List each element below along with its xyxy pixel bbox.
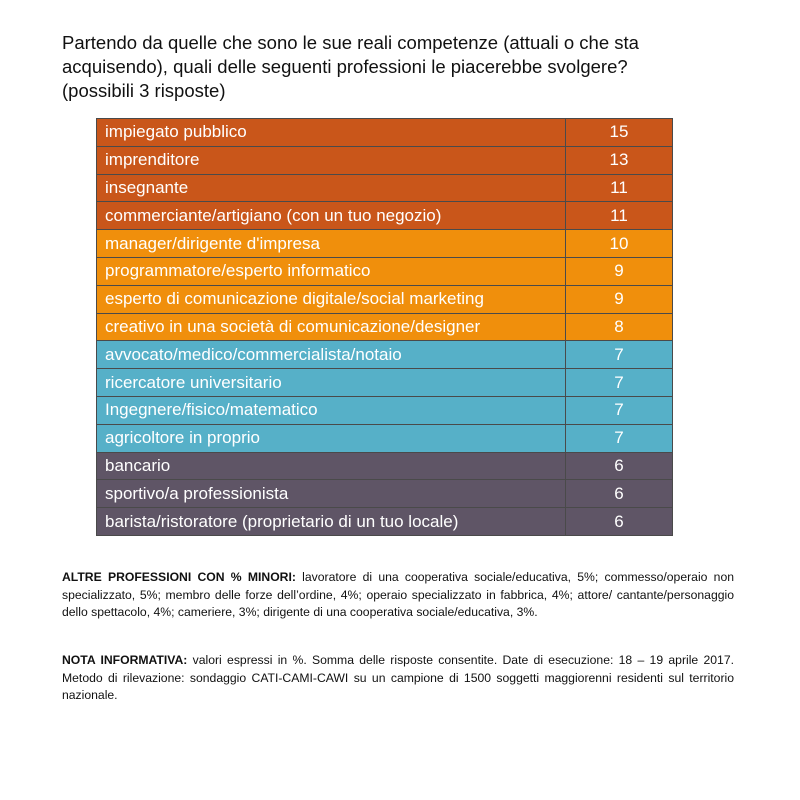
table-row xyxy=(97,452,673,480)
profession-label: barista/ristoratore (proprietario di un tuo locale) xyxy=(97,508,566,536)
table-row xyxy=(97,369,673,397)
professions-table xyxy=(96,118,673,536)
question-line-3: (possibili 3 risposte) xyxy=(62,80,226,101)
table-row xyxy=(97,508,673,536)
info-note xyxy=(62,652,734,705)
profession-percent: 7 xyxy=(566,424,673,452)
info-note-text: valori espressi in %. Somma delle risposte consentite. Date di esecuzione: 18 – 19 aprile 2017. Metodo di rilevazione: sondaggio CATI-CAMI-CAWI su un campione di 1500 soggetti maggiorenni residenti sul territorio nazionale. xyxy=(62,653,734,702)
profession-percent: 11 xyxy=(566,202,673,230)
profession-label: avvocato/medico/commercialista/notaio xyxy=(97,341,566,369)
profession-percent: 9 xyxy=(566,285,673,313)
profession-label: creativo in una società di comunicazione/designer xyxy=(97,313,566,341)
table-row xyxy=(97,119,673,147)
profession-label: bancario xyxy=(97,452,566,480)
profession-percent: 11 xyxy=(566,174,673,202)
profession-percent: 6 xyxy=(566,508,673,536)
table-row xyxy=(97,480,673,508)
profession-label: insegnante xyxy=(97,174,566,202)
profession-percent: 10 xyxy=(566,230,673,258)
table-row xyxy=(97,202,673,230)
table-row xyxy=(97,424,673,452)
info-note-heading: NOTA INFORMATIVA: xyxy=(62,653,188,667)
table-row xyxy=(97,313,673,341)
table-row xyxy=(97,341,673,369)
profession-label: programmatore/esperto informatico xyxy=(97,257,566,285)
table-row xyxy=(97,146,673,174)
profession-percent: 7 xyxy=(566,341,673,369)
profession-label: imprenditore xyxy=(97,146,566,174)
question-line-1: Partendo da quelle che sono le sue reali competenze (attuali o che sta xyxy=(62,32,639,53)
profession-percent: 9 xyxy=(566,257,673,285)
profession-label: impiegato pubblico xyxy=(97,119,566,147)
profession-percent: 8 xyxy=(566,313,673,341)
profession-percent: 7 xyxy=(566,396,673,424)
profession-label: Ingegnere/fisico/matematico xyxy=(97,396,566,424)
profession-percent: 6 xyxy=(566,480,673,508)
profession-label: ricercatore universitario xyxy=(97,369,566,397)
table-row xyxy=(97,285,673,313)
question-line-2: acquisendo), quali delle seguenti professioni le piacerebbe svolgere? xyxy=(62,56,628,77)
profession-label: commerciante/artigiano (con un tuo negozio) xyxy=(97,202,566,230)
profession-label: sportivo/a professionista xyxy=(97,480,566,508)
table-row xyxy=(97,174,673,202)
profession-percent: 13 xyxy=(566,146,673,174)
question-text xyxy=(62,31,722,103)
profession-label: esperto di comunicazione digitale/social marketing xyxy=(97,285,566,313)
profession-percent: 15 xyxy=(566,119,673,147)
table-row xyxy=(97,230,673,258)
table-row xyxy=(97,257,673,285)
other-professions-heading: ALTRE PROFESSIONI CON % MINORI: xyxy=(62,570,296,584)
other-professions-text: lavoratore di una cooperativa sociale/educativa, 5%; commesso/operaio non specializzato, 5%; membro delle forze dell’ordine, 4%; operaio specializzato in fabbrica, 4%; attore/ cantante/personaggio dello spettacolo, 4%; cameriere, 3%; dirigente di una cooperativa sociale/educativa, 3%. xyxy=(62,570,734,619)
table-row xyxy=(97,396,673,424)
profession-label: manager/dirigente d'impresa xyxy=(97,230,566,258)
profession-percent: 6 xyxy=(566,452,673,480)
profession-label: agricoltore in proprio xyxy=(97,424,566,452)
other-professions-note xyxy=(62,569,734,622)
profession-percent: 7 xyxy=(566,369,673,397)
